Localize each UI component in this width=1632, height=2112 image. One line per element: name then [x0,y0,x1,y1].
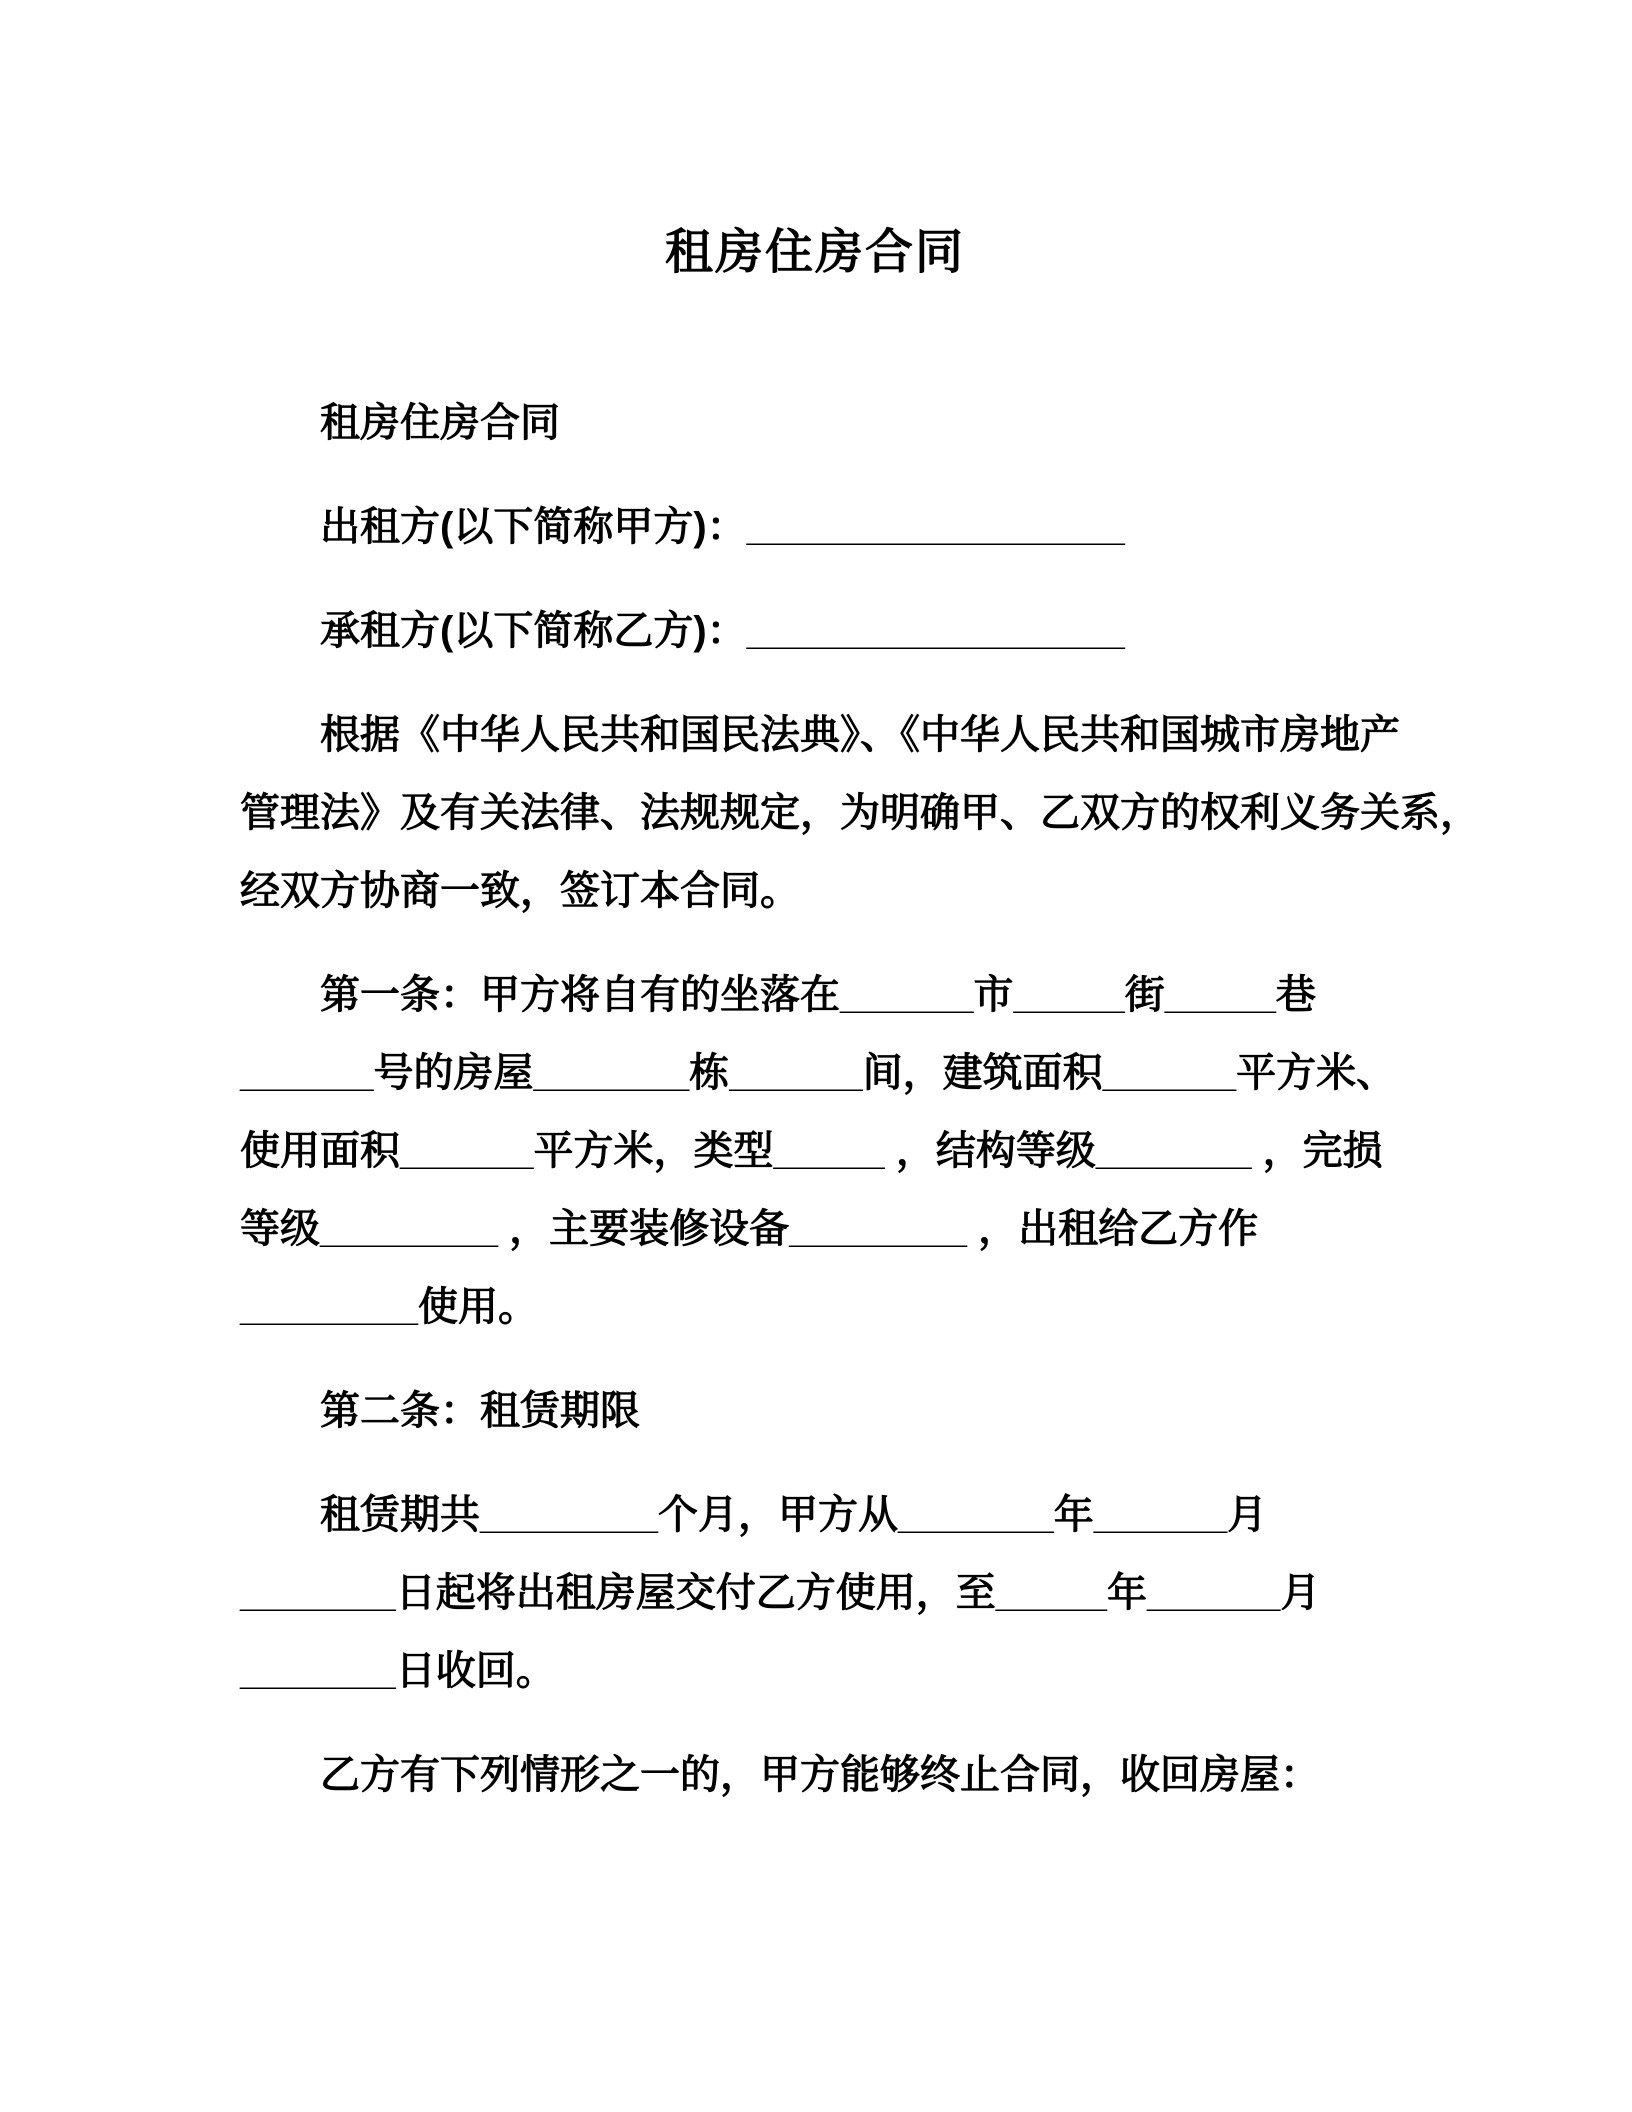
lessee-blank-line: 承租方(以下简称乙方)：_________________ [320,609,1125,653]
intro-line-2: 管理法》及有关法律、法规规定，为明确甲、乙双方的权利义务关系， [240,791,1480,835]
lessee-paragraph [240,592,1390,670]
subtitle: 租房住房合同 [320,401,560,445]
lease-term-line-2: _______日起将出租房屋交付乙方使用，至_____年______月 [240,1571,1321,1615]
article-1-line-2: ______号的房屋_______栋______间，建筑面积______平方米、 [240,1051,1397,1095]
article-1-paragraph [240,956,1397,1346]
lessor-blank-line: 出租方(以下简称甲方)：_________________ [320,505,1125,549]
article-1-line-1: 第一条：甲方将自有的坐落在______市_____街_____巷 [320,973,1316,1017]
intro-paragraph [240,696,1480,930]
article-1-line-4: 等级________ ，主要装修设备________ ，出租给乙方作 [240,1207,1259,1251]
article-2-heading-paragraph [240,1372,1390,1450]
termination-intro-paragraph [240,1736,1390,1814]
subtitle-paragraph [240,384,1390,462]
termination-intro-line: 乙方有下列情形之一的，甲方能够终止合同，收回房屋： [320,1753,1320,1797]
article-1-line-3: 使用面积______平方米，类型_____ ，结构等级_______ ，完损 [240,1129,1383,1173]
intro-line-3: 经双方协商一致，签订本合同。 [240,869,800,913]
lease-term-line-1: 租赁期共________个月，甲方从_______年______月 [320,1493,1268,1537]
intro-line-1: 根据《中华人民共和国民法典》、《中华人民共和国城市房地产 [320,713,1400,757]
lease-term-paragraph [240,1476,1390,1710]
lease-term-line-3: _______日收回。 [240,1649,556,1693]
article-1-line-5: ________使用。 [240,1285,538,1329]
document-title: 租房住房合同 [664,226,965,279]
lessor-paragraph [240,488,1390,566]
article-2-heading: 第二条：租赁期限 [320,1389,640,1433]
